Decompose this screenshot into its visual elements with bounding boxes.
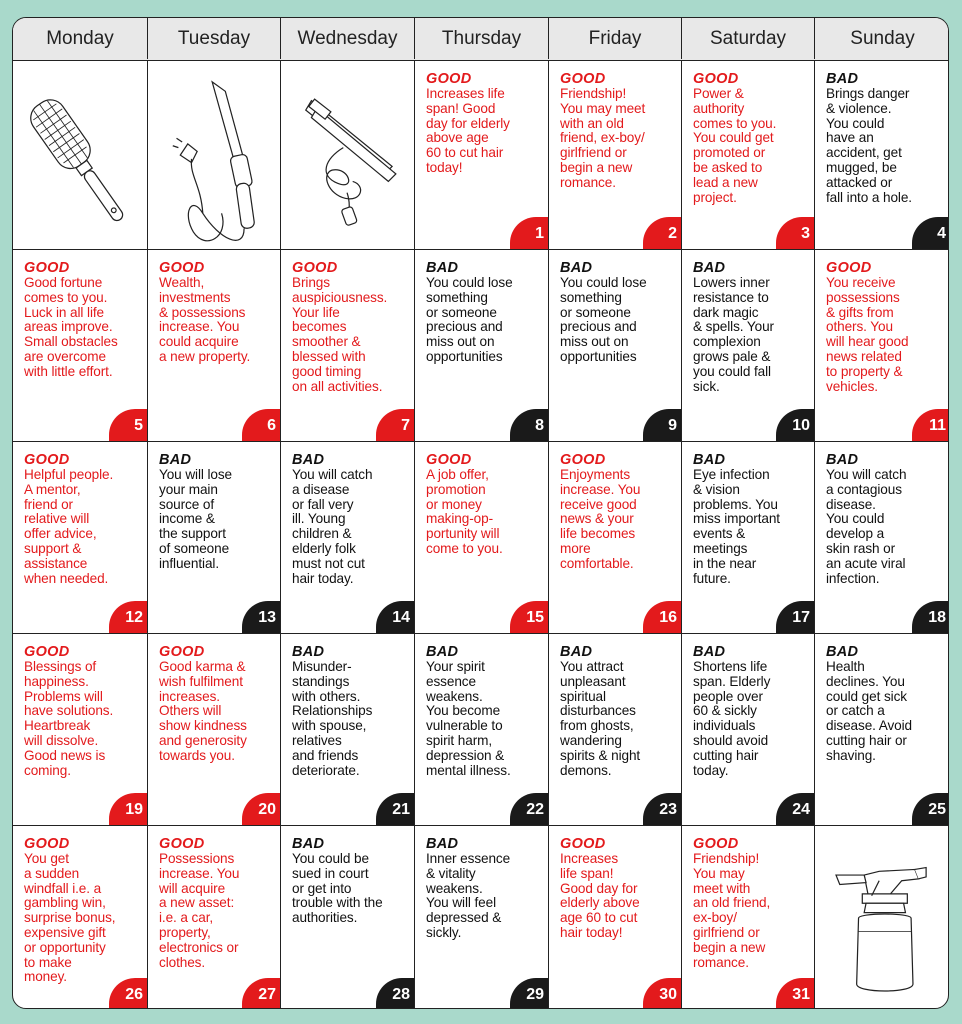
day-number-badge: 12 [109, 601, 148, 634]
verdict-label: GOOD [693, 836, 739, 852]
day-description: Friendship! You may meet with an old friend, ex-boy/ girlfriend or begin a new romance. [693, 851, 771, 970]
weekday-header [13, 18, 948, 61]
day-number-badge: 25 [912, 793, 949, 826]
day-number-badge: 14 [376, 601, 415, 634]
day-description: Friendship! You may meet with an old friend, ex-boy/ girlfriend or begin a new romance. [560, 86, 646, 190]
day-cell-19 [13, 634, 148, 826]
day-number-badge: 16 [643, 601, 682, 634]
day-cell-4 [815, 61, 949, 250]
day-number-badge: 11 [912, 409, 949, 442]
verdict-label: GOOD [159, 644, 205, 660]
day-description: Increases life span! Good day for elderly above age 60 to cut hair today! [560, 851, 640, 940]
curling-wand-icon [154, 69, 276, 245]
day-description: You could be sued in court or get into trouble with the authorities. [292, 851, 383, 926]
day-cell-8 [415, 250, 549, 442]
day-number-badge: 17 [776, 601, 815, 634]
day-cell-6 [148, 250, 281, 442]
weekday-wednesday: Wednesday [281, 18, 415, 59]
verdict-label: BAD [560, 260, 593, 276]
day-description: Blessings of happiness. Problems will have solutions. Heartbreak will dissolve. Good news is coming. [24, 659, 114, 778]
day-description: You receive possessions & gifts from others. You will hear good news related to property & vehicles. [826, 275, 909, 394]
verdict-label: GOOD [560, 836, 606, 852]
day-cell-21 [281, 634, 415, 826]
day-number-badge: 5 [109, 409, 148, 442]
day-cell-16 [549, 442, 682, 634]
day-description: Brings danger & violence. You could have an accident, get mugged, be attacked or fall into a hole. [826, 86, 912, 205]
day-description: You will lose your main source of income & the support of someone influential. [159, 467, 233, 571]
verdict-label: BAD [693, 644, 726, 660]
day-cell-31 [682, 826, 815, 1009]
day-number-badge: 31 [776, 978, 815, 1009]
day-description: Shortens life span. Elderly people over 60 & sickly individuals should avoid cutting hair today. [693, 659, 771, 778]
day-cell-29 [415, 826, 549, 1009]
weekday-thursday: Thursday [415, 18, 549, 59]
day-number-badge: 4 [912, 217, 949, 250]
day-number-badge: 20 [242, 793, 281, 826]
day-description: Lowers inner resistance to dark magic & spells. Your complexion grows pale & you could fall sick. [693, 275, 774, 394]
verdict-label: BAD [826, 452, 859, 468]
verdict-label: BAD [426, 260, 459, 276]
verdict-label: GOOD [24, 644, 70, 660]
day-number-badge: 30 [643, 978, 682, 1009]
verdict-label: BAD [826, 71, 859, 87]
verdict-label: GOOD [24, 260, 70, 276]
day-cell-3 [682, 61, 815, 250]
verdict-label: GOOD [560, 452, 606, 468]
verdict-label: BAD [560, 644, 593, 660]
calendar [12, 17, 949, 1009]
day-cell-1 [415, 61, 549, 250]
day-description: Inner essence & vitality weakens. You will feel depressed & sickly. [426, 851, 511, 940]
day-cell-14 [281, 442, 415, 634]
day-cell-9 [549, 250, 682, 442]
day-description: You could lose something or someone precious and miss out on opportunities [426, 275, 513, 364]
weekday-saturday: Saturday [682, 18, 815, 59]
day-cell-22 [415, 634, 549, 826]
day-cell-27 [148, 826, 281, 1009]
day-cell-25 [815, 634, 949, 826]
day-number-badge: 27 [242, 978, 281, 1009]
verdict-label: BAD [292, 452, 325, 468]
day-description: Your spirit essence weakens. You become vulnerable to spirit harm, depression & mental illness. [426, 659, 511, 778]
day-number-badge: 24 [776, 793, 815, 826]
hair-straightener-icon [287, 69, 409, 245]
day-description: Wealth, investments & possessions increase. You could acquire a new property. [159, 275, 251, 364]
verdict-label: BAD [159, 452, 192, 468]
day-description: A job offer, promotion or money making-op- portunity will come to you. [426, 467, 503, 556]
day-number-badge: 26 [109, 978, 148, 1009]
verdict-label: GOOD [426, 452, 472, 468]
day-cell-15 [415, 442, 549, 634]
day-description: Eye infection & vision problems. You miss important events & meetings in the near future. [693, 467, 780, 586]
day-cell-7 [281, 250, 415, 442]
day-cell-2 [549, 61, 682, 250]
weekday-friday: Friday [549, 18, 682, 59]
weekday-tuesday: Tuesday [148, 18, 281, 59]
verdict-label: GOOD [826, 260, 872, 276]
day-number-badge: 23 [643, 793, 682, 826]
day-description: You attract unpleasant spiritual disturbances from ghosts, wandering spirits & night demons. [560, 659, 641, 778]
day-cell-5 [13, 250, 148, 442]
day-description: Health declines. You could get sick or catch a disease. Avoid cutting hair or shaving. [826, 659, 913, 763]
day-description: Helpful people. A mentor, friend or relative will offer advice, support & assistance when needed. [24, 467, 114, 586]
weekday-monday: Monday [13, 18, 148, 59]
day-cell-30 [549, 826, 682, 1009]
day-cell-10 [682, 250, 815, 442]
day-number-badge: 22 [510, 793, 549, 826]
day-number-badge: 13 [242, 601, 281, 634]
day-description: You will catch a disease or fall very ill. Young children & elderly folk must not cut hair today. [292, 467, 373, 586]
hairbrush-icon [19, 69, 141, 245]
illustration-cell [281, 61, 415, 250]
verdict-label: BAD [292, 644, 325, 660]
weekday-sunday: Sunday [850, 28, 915, 49]
day-number-badge: 6 [242, 409, 281, 442]
day-number-badge: 7 [376, 409, 415, 442]
day-cell-20 [148, 634, 281, 826]
day-cell-17 [682, 442, 815, 634]
illustration-cell [148, 61, 281, 250]
day-cell-12 [13, 442, 148, 634]
day-cell-11 [815, 250, 949, 442]
day-number-badge: 1 [510, 217, 549, 250]
day-number-badge: 9 [643, 409, 682, 442]
day-cell-18 [815, 442, 949, 634]
verdict-label: BAD [426, 836, 459, 852]
verdict-label: BAD [426, 644, 459, 660]
day-description: Good fortune comes to you. Luck in all life areas improve. Small obstacles are overcome with little effort. [24, 275, 118, 379]
day-description: You could lose something or someone precious and miss out on opportunities [560, 275, 647, 364]
day-description: Increases life span! Good day for elderly above age 60 to cut hair today! [426, 86, 510, 175]
illustration-cell [815, 826, 949, 1009]
day-cell-23 [549, 634, 682, 826]
verdict-label: GOOD [24, 452, 70, 468]
day-number-badge: 10 [776, 409, 815, 442]
day-number-badge: 15 [510, 601, 549, 634]
verdict-label: GOOD [159, 836, 205, 852]
day-number-badge: 19 [109, 793, 148, 826]
day-cell-13 [148, 442, 281, 634]
day-description: Enjoyments increase. You receive good news & your life becomes more comfortable. [560, 467, 641, 571]
day-description: Brings auspiciousness. Your life becomes smoother & blessed with good timing on all activities. [292, 275, 388, 394]
day-number-badge: 18 [912, 601, 949, 634]
verdict-label: GOOD [159, 260, 205, 276]
verdict-label: GOOD [426, 71, 472, 87]
verdict-label: GOOD [693, 71, 739, 87]
day-cell-26 [13, 826, 148, 1009]
day-number-badge: 2 [643, 217, 682, 250]
day-description: You get a sudden windfall i.e. a gambling win, surprise bonus, expensive gift or opportunity to make money. [24, 851, 116, 985]
spray-bottle-icon [821, 834, 943, 1009]
verdict-label: BAD [292, 836, 325, 852]
day-description: Good karma & wish fulfilment increases. Others will show kindness and generosity towards you. [159, 659, 247, 763]
day-description: Misunder- standings with others. Relationships with spouse, relatives and friends deteriorate. [292, 659, 373, 778]
verdict-label: BAD [826, 644, 859, 660]
day-description: You will catch a contagious disease. You could develop a skin rash or an acute viral infection. [826, 467, 907, 586]
day-number-badge: 8 [510, 409, 549, 442]
day-number-badge: 29 [510, 978, 549, 1009]
day-description: Possessions increase. You will acquire a new asset: i.e. a car, property, electronics or clothes. [159, 851, 240, 970]
verdict-label: GOOD [24, 836, 70, 852]
illustration-cell [13, 61, 148, 250]
day-description: Power & authority comes to you. You could get promoted or be asked to lead a new project. [693, 86, 777, 205]
day-cell-28 [281, 826, 415, 1009]
verdict-label: BAD [693, 452, 726, 468]
verdict-label: BAD [693, 260, 726, 276]
verdict-label: GOOD [292, 260, 338, 276]
day-number-badge: 3 [776, 217, 815, 250]
day-number-badge: 28 [376, 978, 415, 1009]
verdict-label: GOOD [560, 71, 606, 87]
day-cell-24 [682, 634, 815, 826]
day-number-badge: 21 [376, 793, 415, 826]
